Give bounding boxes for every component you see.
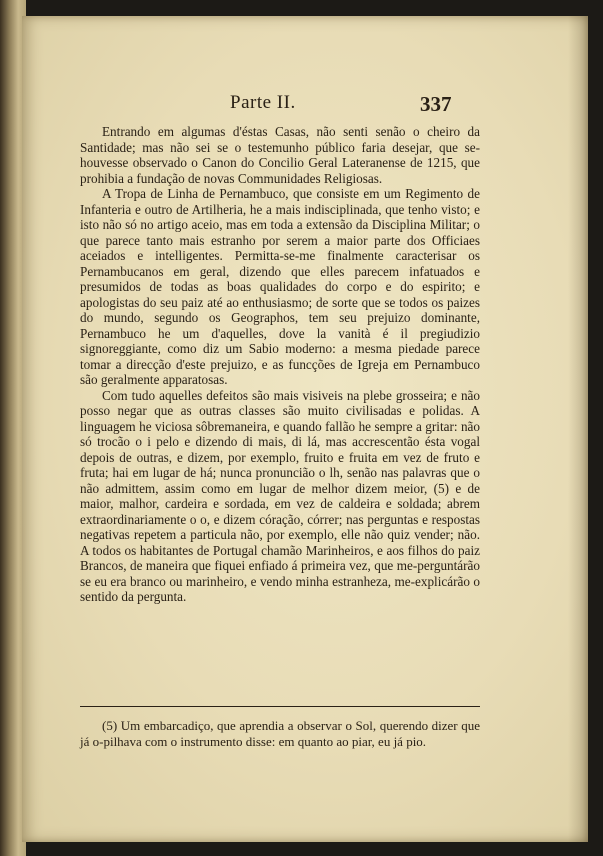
footnote <box>80 718 480 750</box>
running-head: Parte II. <box>230 92 296 113</box>
paragraph: Entrando em algumas d'éstas Casas, não senti senão o cheiro da Santidade; mas não sei se o testemunho público faria desejar, que se-houvesse observado o Canon do Concilio Geral Lateranense de 1215, que prohibia a fundação de novas Communidades Religiosas. <box>80 124 480 186</box>
main-text <box>80 124 480 605</box>
page-edge-shadow <box>568 16 588 842</box>
paragraph: Com tudo aquelles defeitos são mais visiveis na plebe grosseira; e não posso negar que as outras classes são muito civilisadas e polidas. A linguagem he viciosa sôbremaneira, e quando fallão he sempre a gritar: não só trocão o i pelo e dizendo di mais, di lá, mas accrescentão ésta vogal depois de outras, e dizem, por exemplo, fruito e fruita em vez de fruto e fruta; hai em lugar de há; nunca pronuncião o lh, senão nas palavras que o não admittem, assim como em lugar de melhor dizem meior, (5) e de maior, malhor, cardeira e sordada, em vez de caldeira e soldada; abrem extraordinariamente o o, e dizem córação, córrer; nas perguntas e respostas negativas repetem a particula não, por exemplo, elle não quiz vender; não. A todos os habitantes de Portugal chamão Marinheiros, e aos filhos do paiz Brancos, de maneira que fiquei enfiado á primeira vez, que me-perguntárão se eu era branco ou marinheiro, e vendo minha estranheza, me-explicárão o sentido da pergunta. <box>80 387 480 604</box>
page-number: 337 <box>420 92 452 116</box>
paragraph: A Tropa de Linha de Pernambuco, que consiste em um Regimento de Infanteria e outro de Artilheria, he a mais indisciplinada, que tenho visto; e isto não só no artigo aceio, mas em toda a extensão da Disciplina Militar; o que parece tanto mais estranho por serem a maior parte dos Officiaes aceiados e intelligentes. Permitta-se-me finalmente caracterisar os Pernambucanos em geral, dizendo que elles parecem infatuados e presumidos de todas as boas qualidades do corpo e do espirito; e apologistas do seu paiz até ao enthusiasmo; de sorte que se todos os paizes do mundo, segundo os Geographos, tem seu prejuizo dominante, Pernambuco he um d'aquelles, dove la vanità é il pregiudizio signoreggiante, como diz um Sabio moderno: a mesma piedade parece tomar a direcção d'este prejuizo, e as funcções de Igreja em Pernambuco são geralmente apparatosas. <box>80 186 480 387</box>
book-page <box>22 16 588 842</box>
page-header <box>22 92 588 122</box>
footnote-rule <box>80 706 480 707</box>
footnote-text: (5) Um embarcadiço, que aprendia a observar o Sol, querendo dizer que já o-pilhava com o instrumento disse: em quanto ao piar, eu já pio. <box>80 718 480 749</box>
